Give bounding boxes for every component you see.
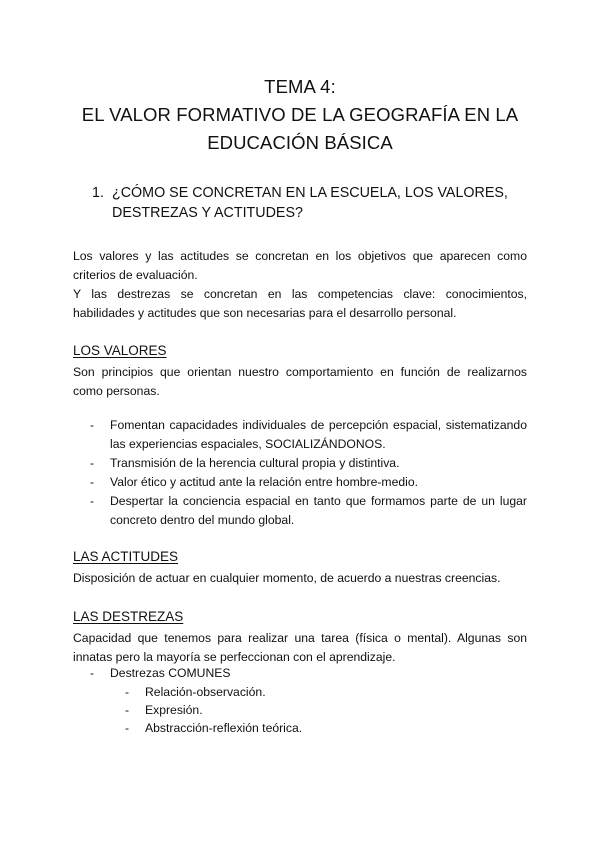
- intro-paragraph-1: Los valores y las actitudes se concretan en los objetivos que aparecen como criterios de evaluación.: [73, 249, 527, 282]
- section-number: 1.: [92, 185, 104, 201]
- bullet-text: Despertar la conciencia espacial en tanto que formamos parte de un lugar concreto dentro del mundo global.: [110, 494, 527, 527]
- bullet-text: Valor ético y actitud ante la relación entre hombre-medio.: [110, 475, 419, 489]
- bullet-dash: -: [90, 456, 95, 470]
- bullet-dash: -: [90, 494, 95, 508]
- section-title-line-1: ¿CÓMO SE CONCRETAN EN LA ESCUELA, LOS VALORES,: [112, 185, 508, 201]
- subitem-dash: -: [125, 703, 130, 717]
- subitem-text: Relación-observación.: [145, 685, 266, 699]
- actitudes-paragraph: Disposición de actuar en cualquier momento, de acuerdo a nuestras creencias.: [73, 571, 501, 585]
- subitem-text: Expresión.: [145, 703, 203, 717]
- bullet-dash: -: [90, 475, 95, 489]
- bullet-dash: -: [90, 666, 95, 680]
- title-line-3: EDUCACIÓN BÁSICA: [207, 132, 393, 153]
- valores-heading: LOS VALORES: [73, 343, 167, 358]
- subitem-text: Abstracción-reflexión teórica.: [145, 721, 303, 735]
- bullet-dash: -: [90, 418, 95, 432]
- section-heading: [92, 183, 532, 227]
- title-line-2: EL VALOR FORMATIVO DE LA GEOGRAFÍA EN LA: [81, 104, 519, 125]
- destrezas-heading: LAS DESTREZAS: [73, 609, 184, 624]
- bullet-text: Destrezas COMUNES: [110, 666, 231, 680]
- actitudes-heading: LAS ACTITUDES: [73, 549, 179, 564]
- bullet-text: Transmisión de la herencia cultural propia y distintiva.: [110, 456, 400, 470]
- title-line-1: TEMA 4:: [264, 76, 336, 97]
- subitem-dash: -: [125, 685, 130, 699]
- valores-paragraph: Son principios que orientan nuestro comportamiento en función de realizarnos como personas.: [73, 365, 527, 398]
- section-title: [112, 183, 532, 223]
- bullet-text: Fomentan capacidades individuales de percepción espacial, sistematizando las experiencias espaciales, SOCIALIZÁNDONOS.: [110, 418, 527, 451]
- destrezas-paragraph: Capacidad que tenemos para realizar una tarea (física o mental). Algunas son innatas pero la mayoría se perfeccionan con el aprendizaje.: [73, 631, 527, 664]
- intro-paragraph-2: Y las destrezas se concretan en las competencias clave: conocimientos, habilidades y actitudes que son necesarias para el desarrollo personal.: [73, 287, 527, 320]
- subitem-dash: -: [125, 721, 130, 735]
- section-title-line-2: DESTREZAS Y ACTITUDES?: [112, 205, 303, 221]
